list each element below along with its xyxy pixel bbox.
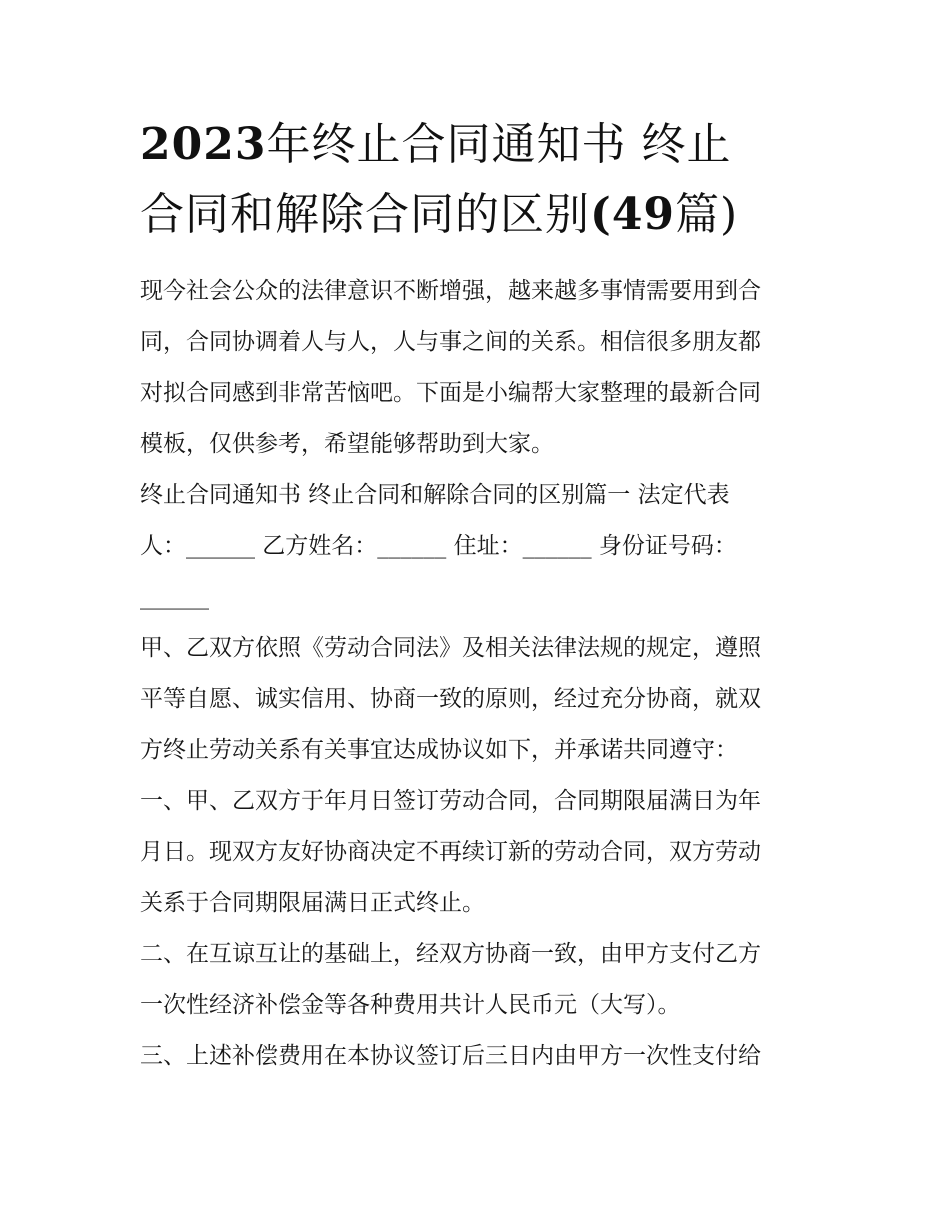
text-line: 同，合同协调着人与人，人与事之间的关系。相信很多朋友都 bbox=[140, 329, 761, 355]
title-line-1 bbox=[140, 110, 820, 180]
paragraph-intro bbox=[140, 266, 820, 470]
paragraph-clause-2 bbox=[140, 929, 820, 1031]
text-line: 人：______ 乙方姓名：______ 住址：______ 身份证号码： bbox=[140, 533, 737, 559]
text-line: 关系于合同期限届满日正式终止。 bbox=[140, 890, 485, 916]
text-line: 现今社会公众的法律意识不断增强，越来越多事情需要用到合 bbox=[140, 278, 761, 304]
text-line: 一、甲、乙双方于年月日签订劳动合同，合同期限届满日为年 bbox=[140, 788, 761, 814]
document-title bbox=[140, 110, 820, 250]
document-page bbox=[140, 110, 820, 1082]
title-text-2b: 篇) bbox=[675, 189, 739, 240]
document-body bbox=[140, 266, 820, 1082]
text-line: 方终止劳动关系有关事宜达成协议如下，并承诺共同遵守： bbox=[140, 737, 738, 763]
text-line: 甲、乙双方依照《劳动合同法》及相关法律法规的规定，遵照 bbox=[140, 635, 761, 661]
text-line: 三、上述补偿费用在本协议签订后三日内由甲方一次性支付给 bbox=[140, 1043, 761, 1069]
text-line: 月日。现双方友好协商决定不再续订新的劳动合同，双方劳动 bbox=[140, 839, 761, 865]
paragraph-clause-1 bbox=[140, 776, 820, 929]
paragraph-clause-3 bbox=[140, 1031, 820, 1082]
title-year: 2023 bbox=[140, 119, 267, 170]
text-line: 平等自愿、诚实信用、协商一致的原则，经过充分协商，就双 bbox=[140, 686, 761, 712]
text-line: 模板，仅供参考，希望能够帮助到大家。 bbox=[140, 431, 554, 457]
title-count: (49 bbox=[590, 189, 676, 240]
paragraph-preamble bbox=[140, 623, 820, 776]
text-line: 一次性经济补偿金等各种费用共计人民币元（大写）。 bbox=[140, 992, 681, 1018]
text-line: 二、在互谅互让的基础上，经双方协商一致，由甲方支付乙方 bbox=[140, 941, 761, 967]
paragraph-section-header bbox=[140, 470, 820, 623]
title-text-1: 年终止合同通知书 终止 bbox=[266, 119, 732, 170]
title-line-2 bbox=[140, 180, 820, 250]
text-line: ______ bbox=[140, 584, 209, 610]
text-line: 终止合同通知书 终止合同和解除合同的区别篇一 法定代表 bbox=[140, 482, 730, 508]
title-text-2a: 合同和解除合同的区别 bbox=[140, 189, 590, 240]
text-line: 对拟合同感到非常苦恼吧。下面是小编帮大家整理的最新合同 bbox=[140, 380, 761, 406]
